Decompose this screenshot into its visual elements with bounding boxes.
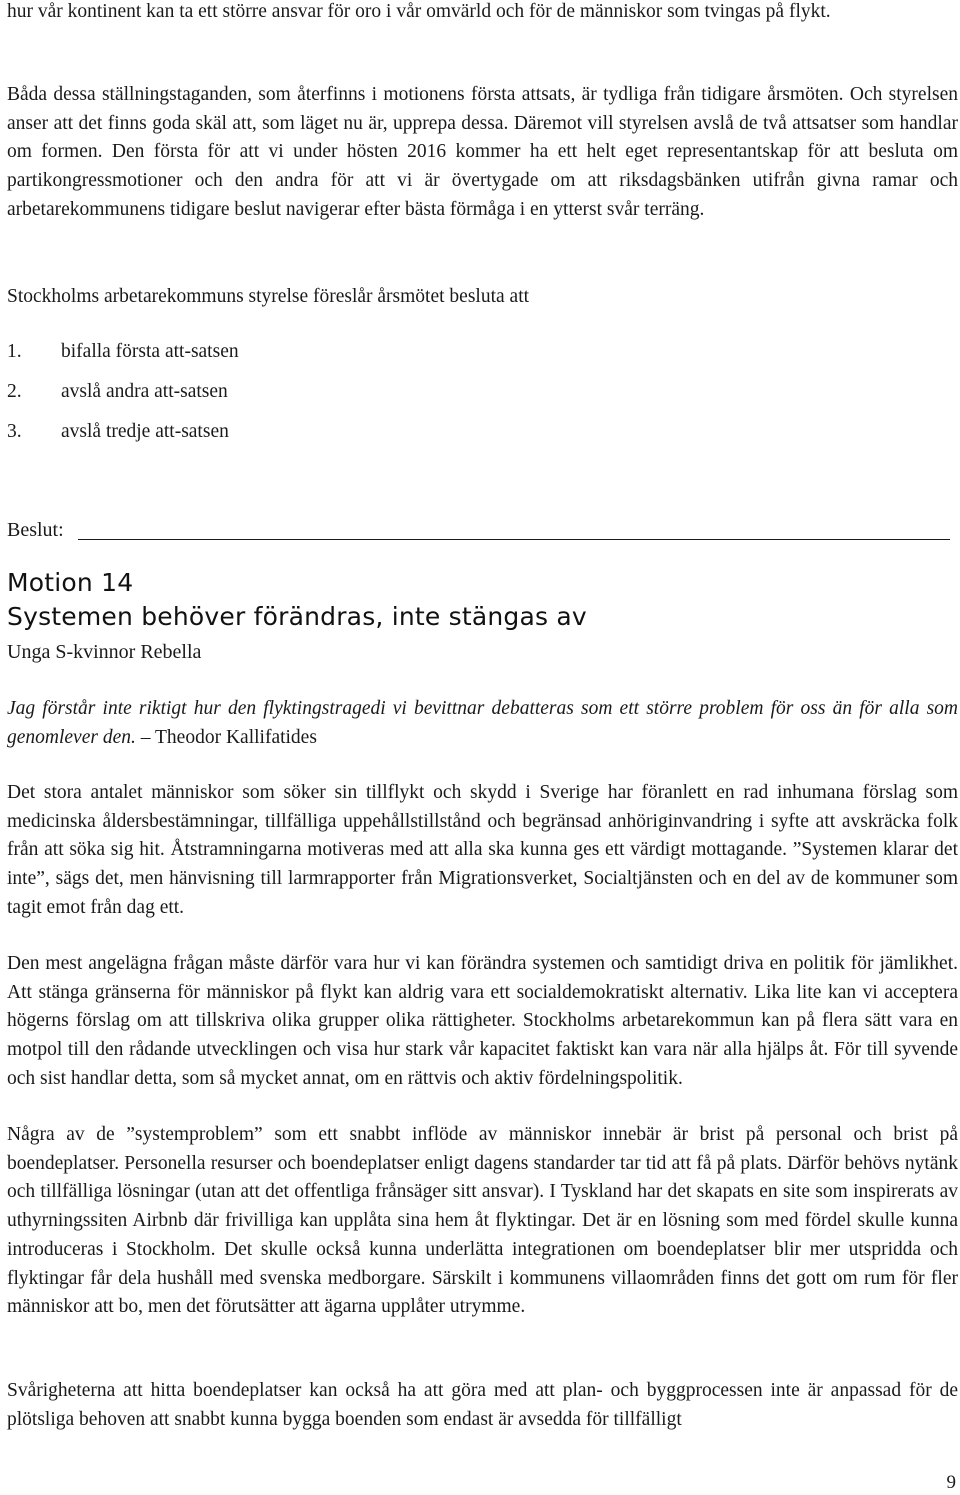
proposal-item-text: avslå andra att-satsen [61,381,228,402]
proposal-item-text: bifalla första att-satsen [61,341,239,362]
body-paragraph-2: Den mest angelägna frågan måste därför vara hur vi kan förändra systemen och samtidigt driva en politik för jämlikhet. Att stänga gränserna för människor på flykt kan aldrig vara ett socialdemokratiskt alternativ. Lika lite kan vi acceptera högerns förslag om att tillskriva olika grupper olika rättigheter. Stockholms arbetarekommun kan på flera sätt vara en motpol till den rådande utvecklingen och visa hur stark vår kapacitet faktiskt kan vara när alla hjälps åt. För till syvende och sist handlar detta, som så mycket annat, om en rättvis och aktiv fördelningspolitik. [7,953,958,1089]
motion-heading [7,566,587,634]
motion-title: Systemen behöver förändras, inte stängas av [7,602,587,631]
proposal-item-2 [7,378,228,407]
body-paragraph-1: Det stora antalet människor som söker sin tillflykt och skydd i Sverige har föranlett en rad inhumana förslag som medicinska åldersbestämningar, tillfälliga uppehållstillstånd och begränsad anhöriginvandring i syfte att avskräcka folk från att söka sig hit. Åtstramningarna motiveras med att alla ska kunna ges ett värdigt mottagande. ”Systemen klarar det inte”, sägs det, men hänvisning till larmrapporter från Migrationsverket, Socialtjänsten och en del av de kommuner som tagit emot från dag ett. [7,782,958,918]
beslut-signature-line [78,539,950,540]
proposal-item-number: 1. [7,341,22,362]
intro-paragraph-end: hur vår kontinent kan ta ett större ansvar för oro i vår omvärld och för de människor som tvingas på flykt. [7,1,831,22]
proposal-item-text: avslå tredje att-satsen [61,421,229,442]
proposal-intro: Stockholms arbetarekommuns styrelse föreslår årsmötet besluta att [7,286,530,307]
page-number: 9 [946,1472,956,1493]
motion-author: Unga S-kvinnor Rebella [7,641,202,663]
epigraph [7,695,958,752]
body-paragraph-3: Några av de ”systemproblem” som ett snabbt inflöde av människor innebär är brist på personal och brist på boendeplatser. Personella resurser och boendeplatser enligt dagens standarder tar tid att få på plats. Därför behövs nytänk och tillfälliga lösningar (utan att det offentliga frånsäger sitt ansvar). I Tyskland har det skapats en site som inspirerats av uthyrningssiten Airbnb där frivilliga kan upplåta sina hem åt flyktingar. Det är en lösning som med fördel skulle kunna introduceras i Stockholm. Det skulle också kunna underlätta integrationen om boendeplatser blir mer utspridda och flyktingar får dela hushåll med svenska medborgare. Särskilt i kommunens villaområden finns det gott om rum för fler människor att bo, men det förutsätter att ägarna upplåter utrymme. [7,1124,958,1318]
motion-number: Motion 14 [7,568,134,597]
proposal-item-number: 2. [7,381,22,402]
beslut-label: Beslut: [7,519,64,541]
epigraph-quote: Jag förstår inte riktigt hur den flyktingstragedi vi bevittnar debatteras som ett större problem för oss än för alla som genomlever den. [7,698,958,748]
body-paragraph-4: Svårigheterna att hitta boendeplatser kan också ha att göra med att plan- och byggprocessen inte är anpassad för de plötsliga behoven att snabbt kunna bygga boenden som endast är avsedda för tillfälligt [7,1380,958,1430]
proposal-item-1 [7,338,239,367]
epigraph-attribution: – Theodor Kallifatides [135,726,317,748]
paragraph-styrelsen: Båda dessa ställningstaganden, som återfinns i motionens första attsats, är tydliga från tidigare årsmöten. Och styrelsen anser att det finns goda skäl att, som läget nu är, upprepa dessa. Däremot vill styrelsen avslå de två attsatser som handlar om formen. Den första för att vi under hösten 2016 kommer ha ett helt eget representantskap för att besluta om partikongressmotioner och den andra för att vi är övertygade om att riksdagsbänken utifrån givna ramar och arbetarekommunens tidigare beslut navigerar efter bästa förmåga i en ytterst svår terräng. [7,84,958,220]
proposal-item-3 [7,418,229,447]
proposal-item-number: 3. [7,421,22,442]
